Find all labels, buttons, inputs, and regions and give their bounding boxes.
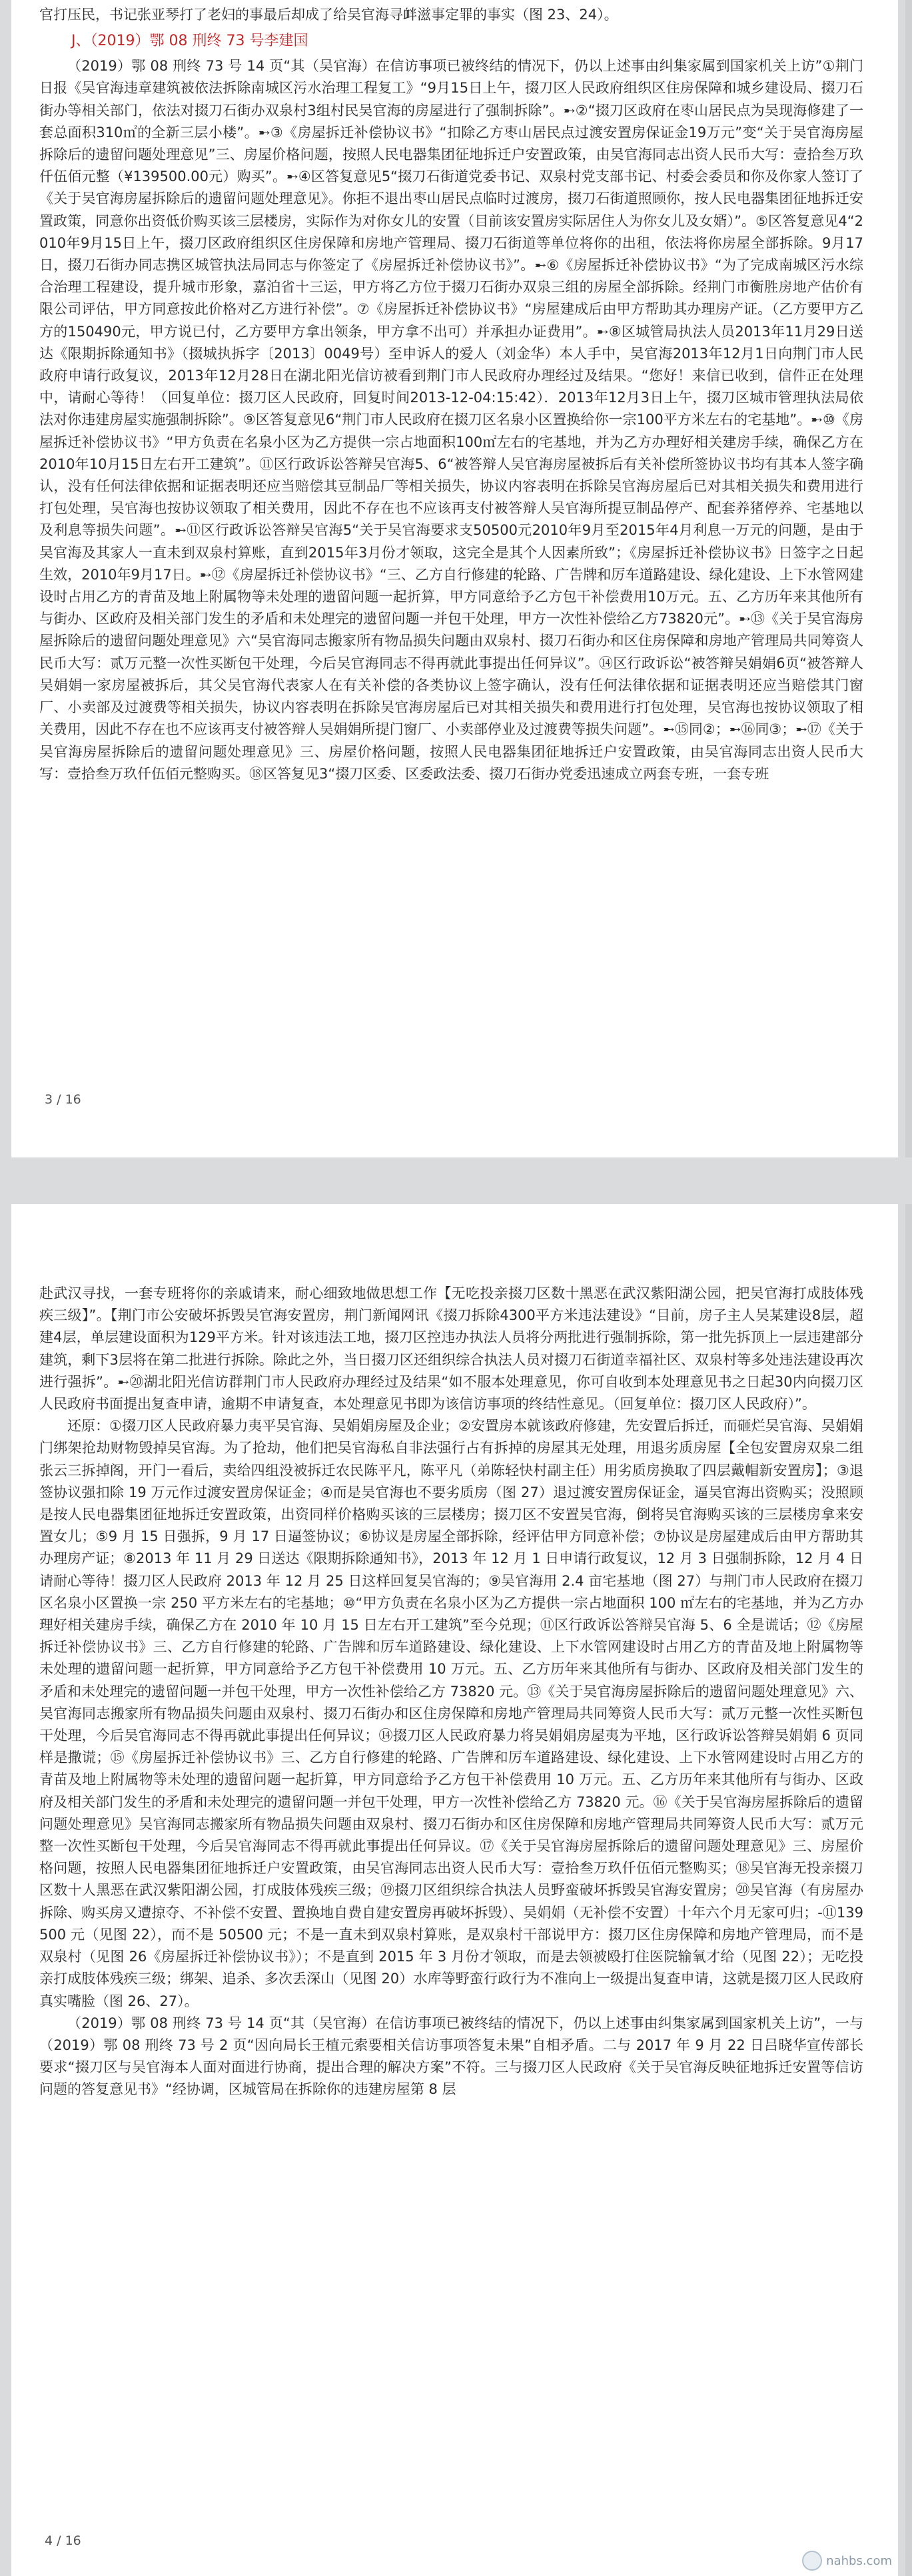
closing-paragraph: （2019）鄂 08 刑终 73 号 14 页“其（吴官海）在信访事项已被终结的情况下，仍以上述事由纠集家属到国家机关上访”，一与（2019）鄂 08 刑终 73 号 2 页“因向局长王植元索要相关信访事项答复未果”自相矛盾。二与 2017 年 9 月 22 日吕晓华宣传部长要求“掇刀区与吴官海本人面对面进行协商，提出合理的解决方案”不符。三与掇刀区人民政府《关于吴官海反映征地拆迁安置等信访问题的答复意见书》“经协调，区城管局在拆除你的违建房屋第 8 层 [39,2015,863,2098]
case-heading: J、（2019）鄂 08 刑终 73 号李建国 [71,33,308,50]
page-gap [0,1157,912,1204]
document-page-3 [11,0,898,1157]
site-watermark [802,2551,892,2571]
document-page-4 [11,1204,898,2576]
restoration-paragraph: 还原：①掇刀区人民政府暴力夷平吴官海、吴娟娟房屋及企业；②安置房本就该政府修建，先安置后拆迁，而砸烂吴官海、吴娟娟门绑架抢劫财物毁掉吴官海。为了抢劫，他们把吴官海私自非法强行占有拆掉的房屋其无处理，用退劣质房屋【全包安置房双泉二组张云三拆掉阁，开门一看后，卖给四组没被拆迁农民陈平凡，陈平凡（弟陈轻快村副主任）用劣质房换取了四层戴帽新安置房】；③退签协议强扣除 19 万元作过渡安置房保证金；④而是吴官海也不要劣质房（图 27）退过渡安置房保证金，逼吴官海出资购买；没照顾是按人民电器集团征地拆迁安置政策，出资同样价格购买该的三层楼房；掇刀区不安置吴官海，倒将吴官海购买该的三层楼房拿来安置女儿；⑤9 月 15 日强拆，9 月 17 日逼签协议；⑥协议是房屋全部拆除，经评估甲方同意补偿；⑦协议是房屋建成后由甲方帮助其办理房产证；⑧2013 年 11 月 29 日送达《限期拆除通知书》，2013 年 12 月 1 日申请行政复议，12 月 3 日强制拆除，12 月 4 日请耐心等待！掇刀区人民政府 2013 年 12 月 25 日这样回复吴官海的；⑨吴官海用 2.4 亩宅基地（图 27）与荆门市人民政府在掇刀区名泉小区置换一宗 250 平方米左右的宅基地；⑩“甲方负责在名泉小区为乙方提供一宗占地面积 100 ㎡左右的宅基地，并为乙方办理好相关建房手续，确保乙方在 2010 年 10 月 15 日左右开工建筑”至今兑现；⑪区行政诉讼答辩吴官海 5、6 全是谎话；⑫《房屋拆迁补偿协议书》三、乙方自行修建的轮路、广告牌和厉车道路建设、绿化建设、上下水管网建设时占用乙方的青苗及地上附属物等未处理的遗留问题一起折算，甲方同意给予乙方包干补偿费用 10 万元。五、乙方历年来其他所有与街办、区政府及相关部门发生的矛盾和未处理完的遗留问题一并包干处理，甲方一次性补偿给乙方 73820 元。⑬《关于吴官海房屋拆除后的遗留问题处理意见》六、吴官海同志搬家所有物品损失问题由双泉村、掇刀石街办和区住房保障和房地产管理局共同筹资人民币大写：贰万元整一次性买断包干处理，今后吴官海同志不得再就此事提出任何异议；⑭掇刀区人民政府暴力将吴娟娟房屋夷为平地，区行政诉讼答辩吴娟娟 6 页同样是撒谎；⑮《房屋拆迁补偿协议书》三、乙方自行修建的轮路、广告牌和厉车道路建设、绿化建设、上下水管网建设时占用乙方的青苗及地上附属物等未处理的遗留问题一起折算，甲方同意给予乙方包干补偿费用 10 万元。五、乙方历年来其他所有与街办、区政府及相关部门发生的矛盾和未处理完的遗留问题一并包干处理，甲方一次性补偿给乙方 73820 元。⑯《关于吴官海房屋拆除后的遗留问题处理意见》吴官海同志搬家所有物品损失问题由双泉村、掇刀石街办和区住房保障和房地产管理局共同筹资人民币大写：贰万元整一次性买断包干处理，今后吴官海同志不得再就此事提出任何异议。⑰《关于吴官海房屋拆除后的遗留问题处理意见》三、房屋价格问题，按照人民电器集团征地拆迁户安置政策，由吴官海同志出资人民币大写：壹拾叁万玖仟伍佰元整购买；⑱吴官海无投亲掇刀区数十人黑恶在武汉紫阳湖公园，打成肢体残疾三级；⑲掇刀区组织综合执法人员野蛮破坏拆毁吴官海安置房；⑳吴官海（有房屋办拆除、购买房又遭掠夺、不补偿不安置、置换地自费自建安置房再破坏拆毁）、吴娟娟（无补偿不安置）十年六个月无家可归；-⑪139500 元（见图 22），而不是 50500 元；不是一直未到双泉村算账，是双泉村干部说甲方：掇刀区住房保障和房地产管理局，而不是双泉村（见图 26《房屋拆迁补偿协议书》）；不是直到 2015 年 3 月份才领取，而是去领被殴打住医院输氧才给（见图 22）；无吃投亲打成肢体残疾三级；绑架、追杀、多次丢深山（见图 20）水库等野蛮行政行为不准向上一级提出复查申请，这就是掇刀区人民政府真实嘴脸（图 26、27）。 [39,1418,863,2009]
watermark-text: nahbs.com [826,2553,892,2568]
scrollbar-track[interactable] [905,0,912,2576]
page-number: 4 / 16 [45,2533,81,2548]
watermark-logo-icon [802,2551,822,2571]
continuation-paragraph: 赴武汉寻找，一套专班将你的亲戚请来，耐心细致地做思想工作【无吃投亲掇刀区数十黑恶在武汉紫阳湖公园，把吴官海打成肢体残疾三级】”。【荆门市公安破坏拆毁吴官海安置房，荆门新闻网讯《掇刀拆除4300平方米违法建设》“目前，房子主人吴某建设8层，超建4层，单层建设面积为129平方米。针对该违法工地，掇刀区控违办执法人员将分两批进行强制拆除，第一批先拆顶上一层违建部分建筑，剩下3层将在第二批进行拆除。除此之外，当日掇刀区还组织综合执法人员对掇刀石街道幸福社区、双泉村等多处违法建设再次进行强拆”。➸⑳湖北阳光信访群荆门市人民政府办理经过及结果“如不服本处理意见，你可自收到本处理意见书之日起30内向掇刀区人民政府书面提出复查申请，逾期不申请复查，本处理意见书即为该信访事项的终结性意见。（回复单位：掇刀区人民政府）”。 [39,1285,863,1413]
intro-line: 官打压民，书记张亚琴打了老妇的事最后却成了给吴官海寻衅滋事定罪的事实（图 23、24）。 [39,7,618,23]
body-paragraph: （2019）鄂 08 刑终 73 号 14 页“其（吴官海）在信访事项已被终结的情况下，仍以上述事由纠集家属到国家机关上访”①荆门日报《吴官海违章建筑被依法拆除南城区污水治理工程复工》“9月15日上午，掇刀区人民政府组织区住房保障和城乡建设局、掇刀石街办等相关部门，依法对掇刀石街办双泉村3组村民吴官海的房屋进行了强制拆除”。➸②“掇刀区政府在枣山居民点为吴现海修建了一套总面积310㎡的全新三层小楼”。➸③《房屋拆迁补偿协议书》“扣除乙方枣山居民点过渡安置房保证金19万元”变“关于吴官海房屋拆除后的遗留问题处理意见”三、房屋价格问题，按照人民电器集团征地拆迁户安置政策，由吴官海同志出资人民币大写：壹拾叁万玖仟伍佰元整（¥139500.00元）购买”。➸④区答复意见5“掇刀石街道党委书记、双泉村党支部书记、村委会委员和你及你家人签订了《关于吴官海房屋拆除后的遗留问题处理意见》。你拒不退出枣山居民点临时过渡房，掇刀石街道照顾你，按人民电器集团征地拆迁安置政策，同意你出资低价购买该三层楼房，实际作为对你女儿的安置（目前该安置房实际居住人为你女儿及女婿）”。⑤区答复意见4“2010年9月15日上午，掇刀区政府组织区住房保障和房地产管理局、掇刀石街道等单位将你的出租，依法将你房屋全部拆除。9月17日，掇刀石街办同志携区城管执法局同志与你签定了《房屋拆迁补偿协议书》”。➸⑥《房屋拆迁补偿协议书》“为了完成南城区污水综合治理工程建设，提升城市形象，嘉泊省十三运，甲方将乙方位于掇刀石街办双泉三组的房屋全部拆除。经荆门市衡胜房地产估价有限公司评估，甲方同意按此价格对乙方进行补偿”。⑦《房屋拆迁补偿协议书》“房屋建成后由甲方帮助其办理房产证。（乙方要甲方乙方的150490元，甲方说已付，乙方要甲方拿出领条，甲方拿不出可）并承担办证费用”。➸⑧区城管局执法人员2013年11月29日送达《限期拆除通知书》（掇城执拆字〔2013〕0049号）至申诉人的爱人（刘金华）本人手中，吴官海2013年12月1日向荆门市人民政府申请行政复议，2013年12月28日在湖北阳光信访被看到荆门市人民政府办理经过及结果。“您好！来信已收到，信件正在处理中，请耐心等待！（回复单位：掇刀区人民政府，回复时间2013-12-04:15:42）．2013年12月3日上午，掇刀区城市管理执法局依法对你违建房屋实施强制拆除”。⑨区答复意见6“荆门市人民政府在掇刀区名泉小区置换给你一宗100平方米左右的宅基地”。➸⑩《房屋拆迁补偿协议书》“甲方负责在名泉小区为乙方提供一宗占地面积100㎡左右的宅基地，并为乙方办理好相关建房手续，确保乙方在2010年10月15日左右开工建筑”。⑪区行政诉讼答辩吴官海5、6“被答辩人吴官海房屋被拆后有关补偿所签协议书均有其本人签字确认，没有任何法律依据和证据表明还应当赔偿其豆制品厂等相关损失，协议内容表明在拆除吴官海房屋后已对其相关损失和费用进行打包处理，吴官海也按协议领取了相关费用，因此不存在也不应该再支付被答辩人吴官海所提豆制品停产、配套养猪停养、宅基地以及利息等损失问题”。➸⑪区行政诉讼答辩吴官海5“关于吴官海要求支50500元2010年9月至2015年4月利息一万元的问题，是由于吴官海及其家人一直未到双泉村算账，直到2015年3月份才领取，这完全是其个人因素所致”；《房屋拆迁补偿协议书》日签字之日起生效，2010年9月17日。➸⑫《房屋拆迁补偿协议书》“三、乙方自行修建的轮路、广告牌和厉车道路建设、绿化建设、上下水管网建设时占用乙方的青苗及地上附属物等未处理的遗留问题一起折算，甲方同意给予乙方包干补偿费用10万元。五、乙方历年来其他所有与街办、区政府及相关部门发生的矛盾和未处理完的遗留问题一并包干处理，甲方一次性补偿给乙方73820元”。➸⑬《关于吴官海房屋拆除后的遗留问题处理意见》六“吴官海同志搬家所有物品损失问题由双泉村、掇刀石街办和区住房保障和房地产管理局共同筹资人民币大写：贰万元整一次性买断包干处理，今后吴官海同志不得再就此事提出任何异议”。⑭区行政诉讼“被答辩吴娟娟6页“被答辩人吴娟娟一家房屋被拆后，其父吴官海代表家人在有关补偿的各类协议上签字确认，没有任何法律依据和证据表明还应当赔偿其门窗厂、小卖部及过渡费等相关损失，协议内容表明在拆除吴官海房屋后已对其相关损失和费用进行打包处理，吴官海也按协议领取了相关费用，因此不存在也不应该再支付被答辩人吴娟娟所提门窗厂、小卖部停业及过渡费等损失问题”。➸⑮同②；➸⑯同③；➸⑰《关于吴官海房屋拆除后的遗留问题处理意见》三、房屋价格问题，按照人民电器集团征地拆迁户安置政策，由吴官海同志出资人民币大写：壹拾叁万玖仟伍佰元整购买。⑱区答复见3“掇刀区委、区委政法委、掇刀石街办党委迅速成立两套专班，一套专班 [39,58,863,782]
page-number: 3 / 16 [45,1092,81,1107]
